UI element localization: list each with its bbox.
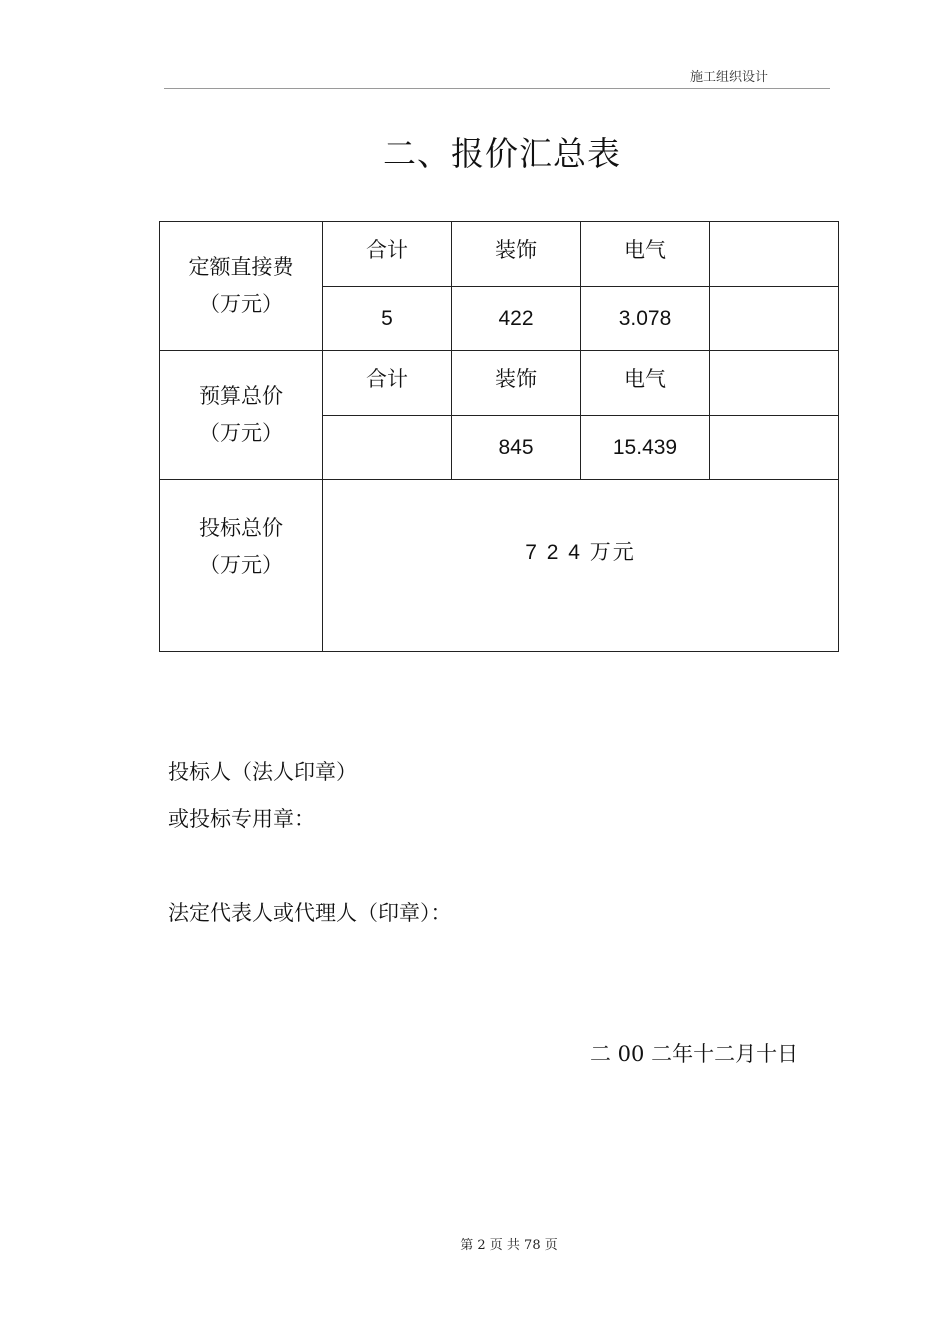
direct-cost-header-total: 合计 xyxy=(323,222,452,287)
direct-cost-header-decoration: 装饰 xyxy=(452,222,581,287)
running-header: 施工组织设计 xyxy=(690,70,769,85)
document-date: 二 00 二年十二月十日 xyxy=(590,1042,799,1066)
direct-cost-label-line2: （万元） xyxy=(199,293,283,316)
direct-cost-label-line1: 定额直接费 xyxy=(188,256,294,279)
representative-seal-label: 法定代表人或代理人（印章）： xyxy=(168,901,452,925)
budget-header-electrical: 电气 xyxy=(581,351,710,416)
budget-value-electrical: 15.439 xyxy=(581,416,710,480)
bidder-seal-label-2: 或投标专用章： xyxy=(168,807,315,831)
quote-summary-table xyxy=(159,221,839,652)
direct-cost-value-decoration: 422 xyxy=(452,287,581,351)
budget-header-blank xyxy=(710,351,839,416)
budget-header-decoration: 装饰 xyxy=(452,351,581,416)
direct-cost-header-blank xyxy=(710,222,839,287)
budget-header-total: 合计 xyxy=(323,351,452,416)
table-row xyxy=(160,222,839,287)
bid-total-value: 7 2 4 万元 xyxy=(323,480,839,652)
table-row xyxy=(160,480,839,652)
page-title: 二、报价汇总表 xyxy=(383,134,621,173)
bid-total-label-line2: （万元） xyxy=(199,554,283,577)
budget-value-decoration: 845 xyxy=(452,416,581,480)
budget-value-total xyxy=(323,416,452,480)
budget-total-label-line1: 预算总价 xyxy=(199,385,283,408)
bidder-seal-label: 投标人（法人印章） xyxy=(168,760,357,784)
direct-cost-header-electrical: 电气 xyxy=(581,222,710,287)
table-row xyxy=(160,351,839,416)
header-divider xyxy=(164,88,830,89)
page-number-footer: 第 2 页 共 78 页 xyxy=(460,1238,558,1253)
direct-cost-value-electrical: 3.078 xyxy=(581,287,710,351)
direct-cost-value-total: 5 xyxy=(323,287,452,351)
bid-total-label xyxy=(160,480,323,652)
budget-total-label xyxy=(160,351,323,480)
direct-cost-label xyxy=(160,222,323,351)
budget-total-label-line2: （万元） xyxy=(199,422,283,445)
bid-total-label-line1: 投标总价 xyxy=(199,517,283,540)
budget-value-blank xyxy=(710,416,839,480)
direct-cost-value-blank xyxy=(710,287,839,351)
